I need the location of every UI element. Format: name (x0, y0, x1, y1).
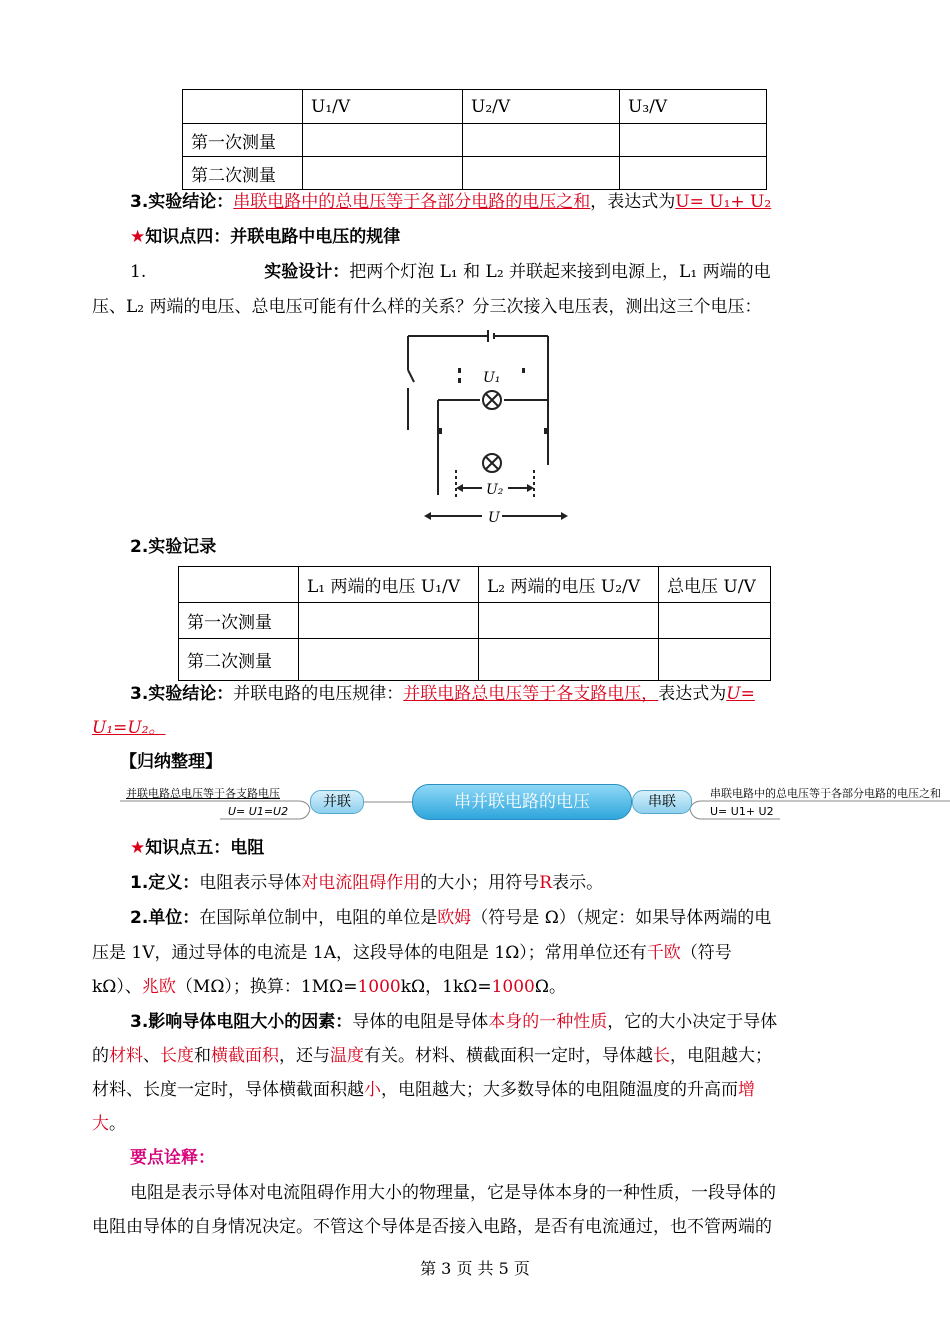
text: 和 (194, 1046, 211, 1066)
table-cell (479, 639, 659, 681)
page-footer: 第 3 页 共 5 页 (420, 1259, 530, 1278)
table-header: L₂ 两端的电压 U₂/V (479, 567, 659, 603)
design-label: 实验设计： (264, 262, 350, 282)
terminal-dot (544, 428, 548, 434)
table-cell (463, 124, 620, 157)
definition-line (130, 866, 900, 900)
mindmap-right-top: 串联电路中的总电压等于各部分电路的电压之和 (710, 787, 941, 800)
notes-line2: 电阻由导体的自身情况决定。不管这个导体是否接入电路，是否有电流通过，也不管两端的 (92, 1217, 772, 1237)
record-label: 2.实验记录 (130, 537, 217, 557)
label-u1: U₁ (483, 370, 501, 386)
highlight: 大 (92, 1114, 109, 1134)
table-series-voltage (182, 89, 767, 190)
highlight: 兆欧 (141, 977, 176, 997)
factors-line3 (92, 1073, 862, 1107)
conclusion-label: 3.实验结论： (130, 192, 234, 212)
item-number: 1. (130, 262, 147, 282)
table-cell (299, 639, 479, 681)
unit-line3 (92, 970, 862, 1004)
conclusion-parallel (130, 677, 900, 711)
table-cell (179, 567, 299, 603)
label-u: U (488, 510, 500, 525)
conclusion-text: 串联电路中的总电压等于各部分电路的电压之和 (233, 192, 591, 212)
table-cell (620, 124, 767, 157)
text: ，电阻越大； (670, 1046, 772, 1066)
table-row-label: 第一次测量 (179, 603, 299, 639)
arrow-head (561, 512, 568, 520)
text: 表示。 (552, 873, 604, 893)
heading-kp5 (130, 831, 900, 865)
arrow-head (424, 512, 431, 520)
table-row-label: 第二次测量 (179, 639, 299, 681)
text: 电阻表示导体 (199, 873, 302, 893)
conclusion-formula: U= (726, 684, 755, 704)
text: 、 (143, 1046, 160, 1066)
factors-line1 (130, 1005, 900, 1039)
highlight: 本身的一种性质 (488, 1012, 608, 1032)
highlight: 对电流阻碍作用 (301, 873, 421, 893)
conclusion-mid: ，表达式为 (590, 192, 676, 212)
terminal-dot (522, 368, 525, 373)
table-header: 总电压 U/V (659, 567, 771, 603)
mindmap-node-parallel: 并联 (310, 790, 364, 814)
notes-line1: 电阻是表示导体对电流阻碍作用大小的物理量，它是导体本身的一种性质，一段导体的 (130, 1183, 776, 1203)
mindmap (120, 782, 950, 824)
factors-line4 (92, 1107, 862, 1141)
branch-line (690, 809, 700, 819)
table-header: U₂/V (463, 90, 620, 124)
design-line1 (130, 255, 900, 289)
highlight: 长度 (160, 1046, 194, 1066)
text: kΩ）、 (92, 977, 142, 997)
text: ，电阻越大；大多数导体的电阻随温度的升高而 (381, 1080, 738, 1100)
mindmap-center-node: 串并联电路的电压 (412, 784, 632, 820)
highlight: 1000 (357, 977, 401, 997)
conclusion-pre: 并联电路的电压规律： (233, 684, 404, 704)
table-row-label: 第二次测量 (183, 157, 303, 190)
table-cell (303, 124, 463, 157)
conclusion-formula: U₁=U₂。 (92, 718, 166, 738)
mindmap-node-series: 串联 (632, 790, 692, 814)
heading-text: 知识点四：并联电路中电压的规律 (145, 227, 401, 247)
text: （符号 (680, 943, 732, 963)
highlight: 增 (738, 1080, 755, 1100)
summary-label: 【归纳整理】 (120, 752, 222, 772)
mindmap-left-top: 并联电路总电压等于各支路电压 (126, 787, 280, 800)
terminal-dot (438, 428, 442, 434)
design-line2: 压、L₂ 两端的电压、总电压可能有什么样的关系？分三次接入电压表，测出这三个电压： (92, 297, 762, 317)
branch-line (300, 809, 310, 819)
highlight: 横截面积 (211, 1046, 279, 1066)
text: 有关。材料、横截面积一定时，导体越 (364, 1046, 653, 1066)
highlight: 小 (364, 1080, 381, 1100)
table-cell (659, 603, 771, 639)
text: kΩ，1kΩ= (400, 977, 492, 997)
highlight: 欧姆 (437, 908, 472, 928)
label-u2: U₂ (486, 482, 504, 498)
branch-line (300, 801, 310, 809)
arrow-head (456, 484, 463, 492)
switch (408, 370, 414, 382)
table-header: U₃/V (620, 90, 767, 124)
table-row-label: 第一次测量 (183, 124, 303, 157)
text: Ω。 (534, 977, 566, 997)
design-text: 把两个灯泡 L₁ 和 L₂ 并联起来接到电源上，L₁ 两端的电 (349, 262, 771, 282)
highlight: 材料 (109, 1046, 143, 1066)
conclusion-formula: U= U₁+ U₂ (675, 192, 772, 212)
text: 的大小；用符号 (420, 873, 540, 893)
highlight: 长 (653, 1046, 670, 1066)
highlight: 千欧 (646, 943, 681, 963)
terminal-dot (458, 378, 461, 383)
highlight: R (539, 873, 553, 893)
mindmap-right-bottom: U= U1+ U2 (710, 805, 774, 818)
parallel-circuit-diagram (400, 330, 575, 525)
conclusion-text: 并联电路总电压等于各支路电压， (403, 684, 659, 704)
arrow-head (527, 484, 534, 492)
text: 导体的电阻是导体 (352, 1012, 489, 1032)
conclusion-parallel-formula (92, 711, 862, 745)
text: 压是 1V，通过导体的电流是 1A，这段导体的电阻是 1Ω）；常用单位还有 (92, 943, 647, 963)
mindmap-left-bottom: U= U1=U2 (228, 805, 289, 818)
text: （符号是 Ω）（规定：如果导体两端的电 (471, 908, 772, 928)
text: ，还与 (279, 1046, 330, 1066)
table-header: L₁ 两端的电压 U₁/V (299, 567, 479, 603)
text: 。 (109, 1114, 126, 1134)
unit-label: 2.单位： (130, 908, 200, 928)
notes-label: 要点诠释： (130, 1148, 215, 1168)
factors-line2 (92, 1039, 862, 1073)
definition-label: 1.定义： (130, 873, 200, 893)
table-cell (183, 90, 303, 124)
text: 材料、长度一定时，导体横截面积越 (92, 1080, 364, 1100)
text: ，它的大小决定于导体 (607, 1012, 778, 1032)
star-icon: ★ (130, 838, 146, 858)
highlight: 温度 (330, 1046, 364, 1066)
unit-line1 (130, 901, 900, 935)
star-icon: ★ (130, 227, 146, 247)
conclusion-series (130, 185, 900, 219)
table-cell (479, 603, 659, 639)
factors-label: 3.影响导体电阻大小的因素： (130, 1012, 353, 1032)
conclusion-label: 3.实验结论： (130, 684, 234, 704)
heading-kp4 (130, 220, 900, 254)
highlight: 1000 (491, 977, 535, 997)
text: 在国际单位制中，电阻的单位是 (199, 908, 438, 928)
text: 的 (92, 1046, 109, 1066)
table-parallel-voltage (178, 566, 771, 681)
table-header: U₁/V (303, 90, 463, 124)
unit-line2 (92, 936, 862, 970)
conclusion-mid: 表达式为 (658, 684, 727, 704)
table-cell (659, 639, 771, 681)
heading-text: 知识点五：电阻 (145, 838, 265, 858)
table-cell (299, 603, 479, 639)
terminal-dot (458, 368, 461, 373)
text: （MΩ）；换算：1MΩ= (175, 977, 358, 997)
